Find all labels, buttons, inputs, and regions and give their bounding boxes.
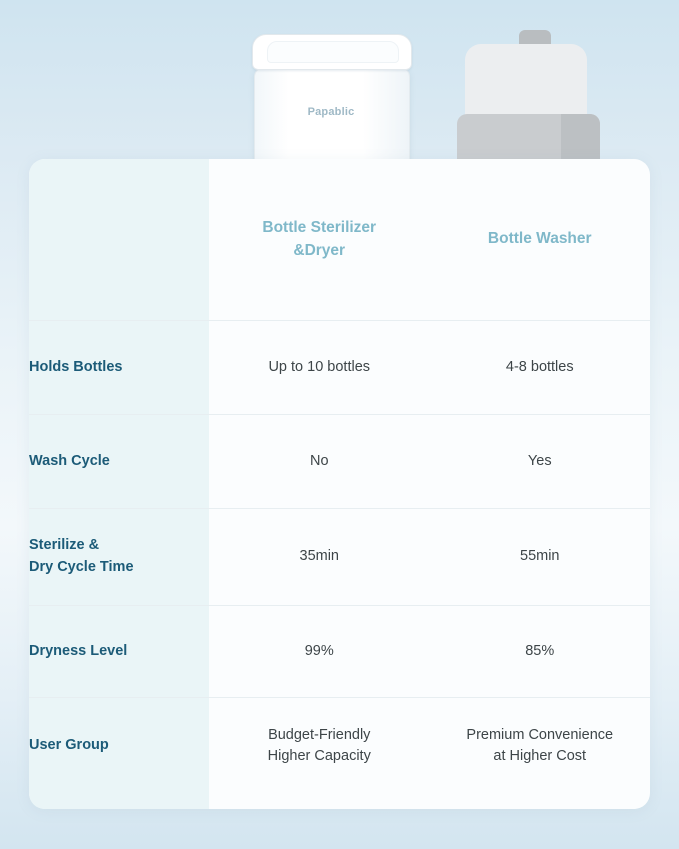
cell-cycle-time-sterilizer: [209, 509, 430, 606]
cell-line1: Yes: [527, 452, 552, 469]
column-header-washer-line1: Bottle Washer: [487, 230, 592, 248]
cell-line1: 85%: [525, 642, 555, 659]
row-label-line1: Sterilize &: [29, 537, 100, 554]
column-header-washer: [430, 159, 651, 321]
header-empty-cell: [29, 159, 209, 321]
cell-user-group-sterilizer: [209, 698, 430, 795]
cell-line1: Up to 10 bottles: [268, 358, 371, 375]
table-row: [29, 415, 650, 509]
table-row: [29, 698, 650, 795]
cell-dryness-level-washer: [430, 606, 651, 698]
column-header-sterilizer-line2: &Dryer: [293, 241, 346, 259]
column-header-sterilizer: [209, 159, 430, 321]
row-label-dryness-level: [29, 606, 209, 698]
cell-line1: No: [309, 452, 329, 469]
comparison-card: [29, 159, 650, 809]
row-label-sterilize-dry-cycle-time: [29, 509, 209, 606]
cell-wash-cycle-sterilizer: [209, 415, 430, 509]
cell-line1: 99%: [304, 642, 334, 659]
washer-lid: [465, 44, 587, 122]
cell-line1: Premium Convenience: [466, 726, 614, 743]
cell-holds-bottles-sterilizer: [209, 321, 430, 415]
cell-line1: Budget-Friendly: [268, 726, 371, 743]
cell-line1: 4-8 bottles: [505, 358, 574, 375]
table-row: [29, 606, 650, 698]
cell-cycle-time-washer: [430, 509, 651, 606]
row-label-line2: Dry Cycle Time: [29, 559, 134, 575]
brand-logo-text: Papablic: [307, 106, 355, 118]
row-label-holds-bottles: [29, 321, 209, 415]
column-header-sterilizer-line1: Bottle Sterilizer: [262, 219, 377, 237]
cell-dryness-level-sterilizer: [209, 606, 430, 698]
row-label-line1: Dryness Level: [29, 642, 128, 659]
row-label-user-group: [29, 698, 209, 795]
row-label-wash-cycle: [29, 415, 209, 509]
cell-line1: 35min: [299, 548, 339, 565]
table-row: [29, 321, 650, 415]
cell-line1: 55min: [520, 548, 560, 565]
cell-wash-cycle-washer: [430, 415, 651, 509]
cell-holds-bottles-washer: [430, 321, 651, 415]
table-row: [29, 509, 650, 606]
sterilizer-lid: [252, 34, 412, 70]
row-label-line1: User Group: [29, 737, 109, 754]
row-label-line1: Wash Cycle: [29, 452, 110, 469]
cell-user-group-washer: [430, 698, 651, 795]
sterilizer-lid-inner: [267, 41, 399, 63]
comparison-table: [29, 159, 650, 794]
table-header-row: [29, 159, 650, 321]
cell-line2: at Higher Cost: [493, 748, 587, 764]
cell-line2: Higher Capacity: [267, 748, 371, 764]
row-label-line1: Holds Bottles: [29, 358, 123, 375]
